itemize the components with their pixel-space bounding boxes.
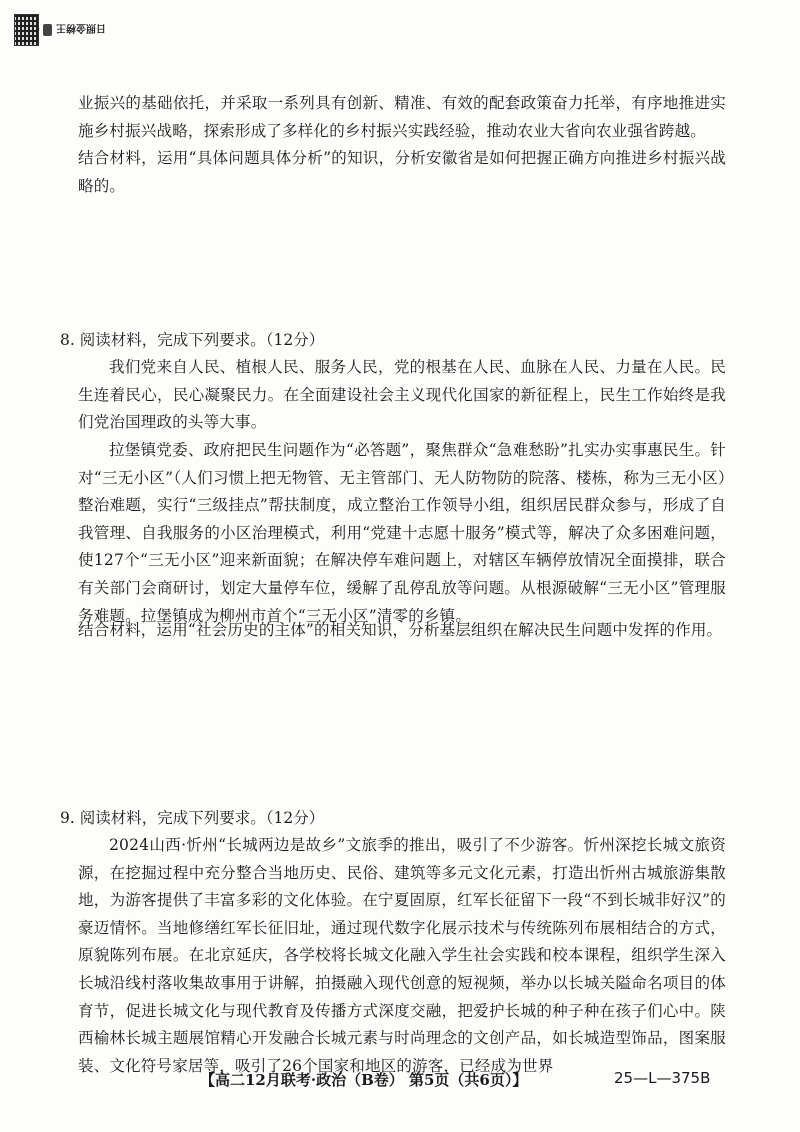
header-stamp bbox=[14, 14, 106, 46]
q8-heading: 8. 阅读材料，完成下列要求。（12分） bbox=[60, 331, 325, 349]
page-footer-code: 25—L—375B bbox=[614, 1069, 711, 1087]
page-footer-label: 【高二12月联考·政治（B卷） 第5页（共6页）】 bbox=[200, 1071, 528, 1089]
stamp-logo-icon bbox=[43, 24, 52, 36]
q8-paragraph-1: 我们党来自人民、植根人民、服务人民，党的根基在人民、血脉在人民、力量在人民。民生连着民心，民心凝聚民力。在全面建设社会主义现代化国家的新征程上，民生工作始终是我们党治国理政的头等大事。 bbox=[78, 358, 726, 432]
q9-paragraph-1: 2024山西·忻州“长城两边是故乡”文旅季的推出，吸引了不少游客。忻州深挖长城文旅资源，在挖掘过程中充分整合当地历史、民俗、建筑等多元文化元素，打造出忻州古城旅游集散地，为游客提供了丰富多彩的文化体验。在宁夏固原，红军长征留下一段“不到长城非好汉”的豪迈情怀。当地修缮红军长征旧址，通过现代数字化展示技术与传统陈列布展相结合的方式，原貌陈列布展。在北京延庆，各学校将长城文化融入学生社会实践和校本课程，组织学生深入长城沿线村落收集故事用于讲解，拍摄融入现代创意的短视频，举办以长城关隘命名项目的体育节，促进长城文化与现代教育及传播方式深度交融，把爱护长城的种子种在孩子们心中。陕西榆林长城主题展馆精心开发融合长城元素与时尚理念的文创产品，如长城造型饰品，图案服装、文化符号家居等，吸引了26个国家和地区的游客，已经成为世界 bbox=[78, 836, 726, 1075]
q7-task: 结合材料，运用“具体问题具体分析”的知识，分析安徽省是如何把握正确方向推进乡村振兴战略的。 bbox=[78, 149, 726, 195]
q9-heading: 9. 阅读材料，完成下列要求。（12分） bbox=[60, 809, 325, 827]
qr-code-icon bbox=[14, 14, 39, 46]
q8-paragraph-2: 拉堡镇党委、政府把民生问题作为“必答题”，聚焦群众“急难愁盼”扎实办实事惠民生。针对“三无小区”（人们习惯上把无物管、无主管部门、无人防物防的院落、楼栋，称为三无小区）整治难题，实行“三级挂点”帮扶制度，成立整治工作领导小组，组织居民群众参与，形成了自我管理、自我服务的小区治理模式，利用“党建十志愿十服务”模式等，解决了众多困难问题，使127个“三无小区”迎来新面貌；在解决停车难问题上，对辖区车辆停放情况全面摸排，联合有关部门会商研讨，划定大量停车位，缓解了乱停乱放等问题。从根源破解“三无小区”管理服务难题。拉堡镇成为柳州市首个“三无小区”清零的乡镇。 bbox=[78, 441, 726, 625]
header-stamp-text: 日照金榜王 bbox=[56, 22, 106, 34]
q8-task: 结合材料，运用“社会历史的主体”的相关知识，分析基层组织在解决民生问题中发挥的作用。 bbox=[78, 621, 723, 639]
q7-material-end: 业振兴的基础依托，并采取一系列具有创新、精准、有效的配套政策奋力托举，有序地推进实施乡村振兴战略，探索形成了多样化的乡村振兴实践经验，推动农业大省向农业强省跨越。 bbox=[78, 94, 726, 140]
